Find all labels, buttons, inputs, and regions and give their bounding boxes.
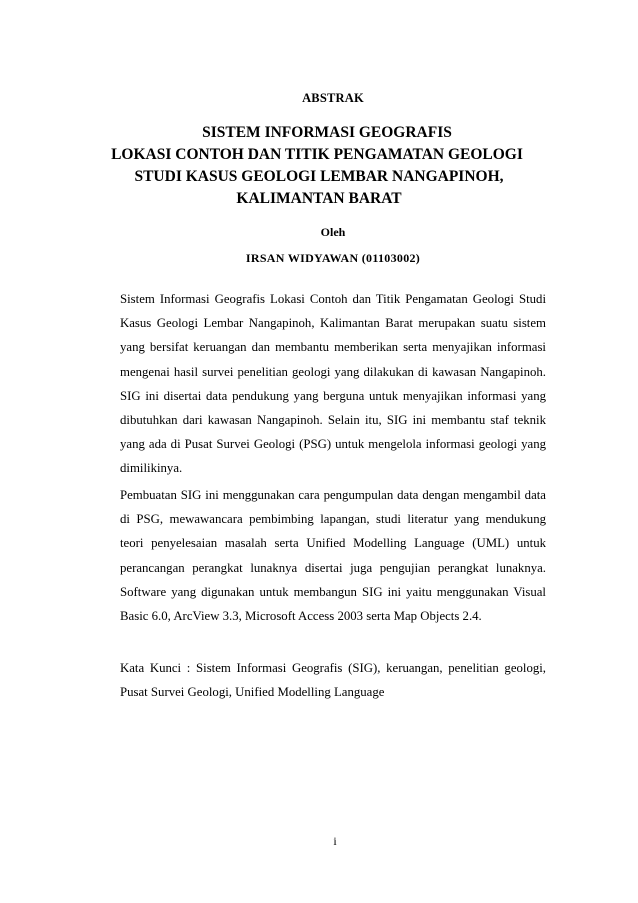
by-label: Oleh (320, 225, 346, 239)
title-line-1: SISTEM INFORMASI GEOGRAFIS (202, 124, 452, 141)
abstract-paragraph-2: Pembuatan SIG ini menggunakan cara pengumpulan data dengan mengambil data di PSG, mewawancara pembimbing lapangan, studi literatur yang mendukung teori penyelesaian masalah serta Unified Modelling Language (UML) untuk perancangan perangkat lunaknya disertai juga pengujian perangkat lunaknya. Software yang digunakan untuk membangun SIG ini yaitu menggunakan Visual Basic 6.0, ArcView 3.3, Microsoft Access 2003 serta Map Objects 2.4. (120, 488, 546, 624)
abstract-paragraph-1: Sistem Informasi Geografis Lokasi Contoh dan Titik Pengamatan Geologi Studi Kasus Geologi Lembar Nangapinoh, Kalimantan Barat merupakan suatu sistem yang bersifat keruangan dan membantu memberikan serta menyajikan informasi mengenai hasil survei penelitian geologi yang dilakukan di kawasan Nangapinoh. SIG ini disertai data pendukung yang berguna untuk menyajikan informasi yang dibutuhkan dari kawasan Nangapinoh. Selain itu, SIG ini membantu staf teknik yang ada di Pusat Survei Geologi (PSG) untuk mengelola informasi geologi yang dimilikinya. (120, 292, 546, 476)
abstract-heading: ABSTRAK (302, 91, 364, 105)
author-name: IRSAN WIDYAWAN (01103002) (245, 251, 421, 265)
keywords-paragraph: Kata Kunci : Sistem Informasi Geografis (SIG), keruangan, penelitian geologi, Pusat Survei Geologi, Unified Modelling Language (120, 661, 546, 700)
title-line-2: LOKASI CONTOH DAN TITIK PENGAMATAN GEOLOGI (111, 146, 523, 163)
title-line-4: KALIMANTAN BARAT (236, 190, 402, 207)
title-line-3: STUDI KASUS GEOLOGI LEMBAR NANGAPINOH, (134, 168, 504, 185)
page-number: i (333, 834, 337, 848)
